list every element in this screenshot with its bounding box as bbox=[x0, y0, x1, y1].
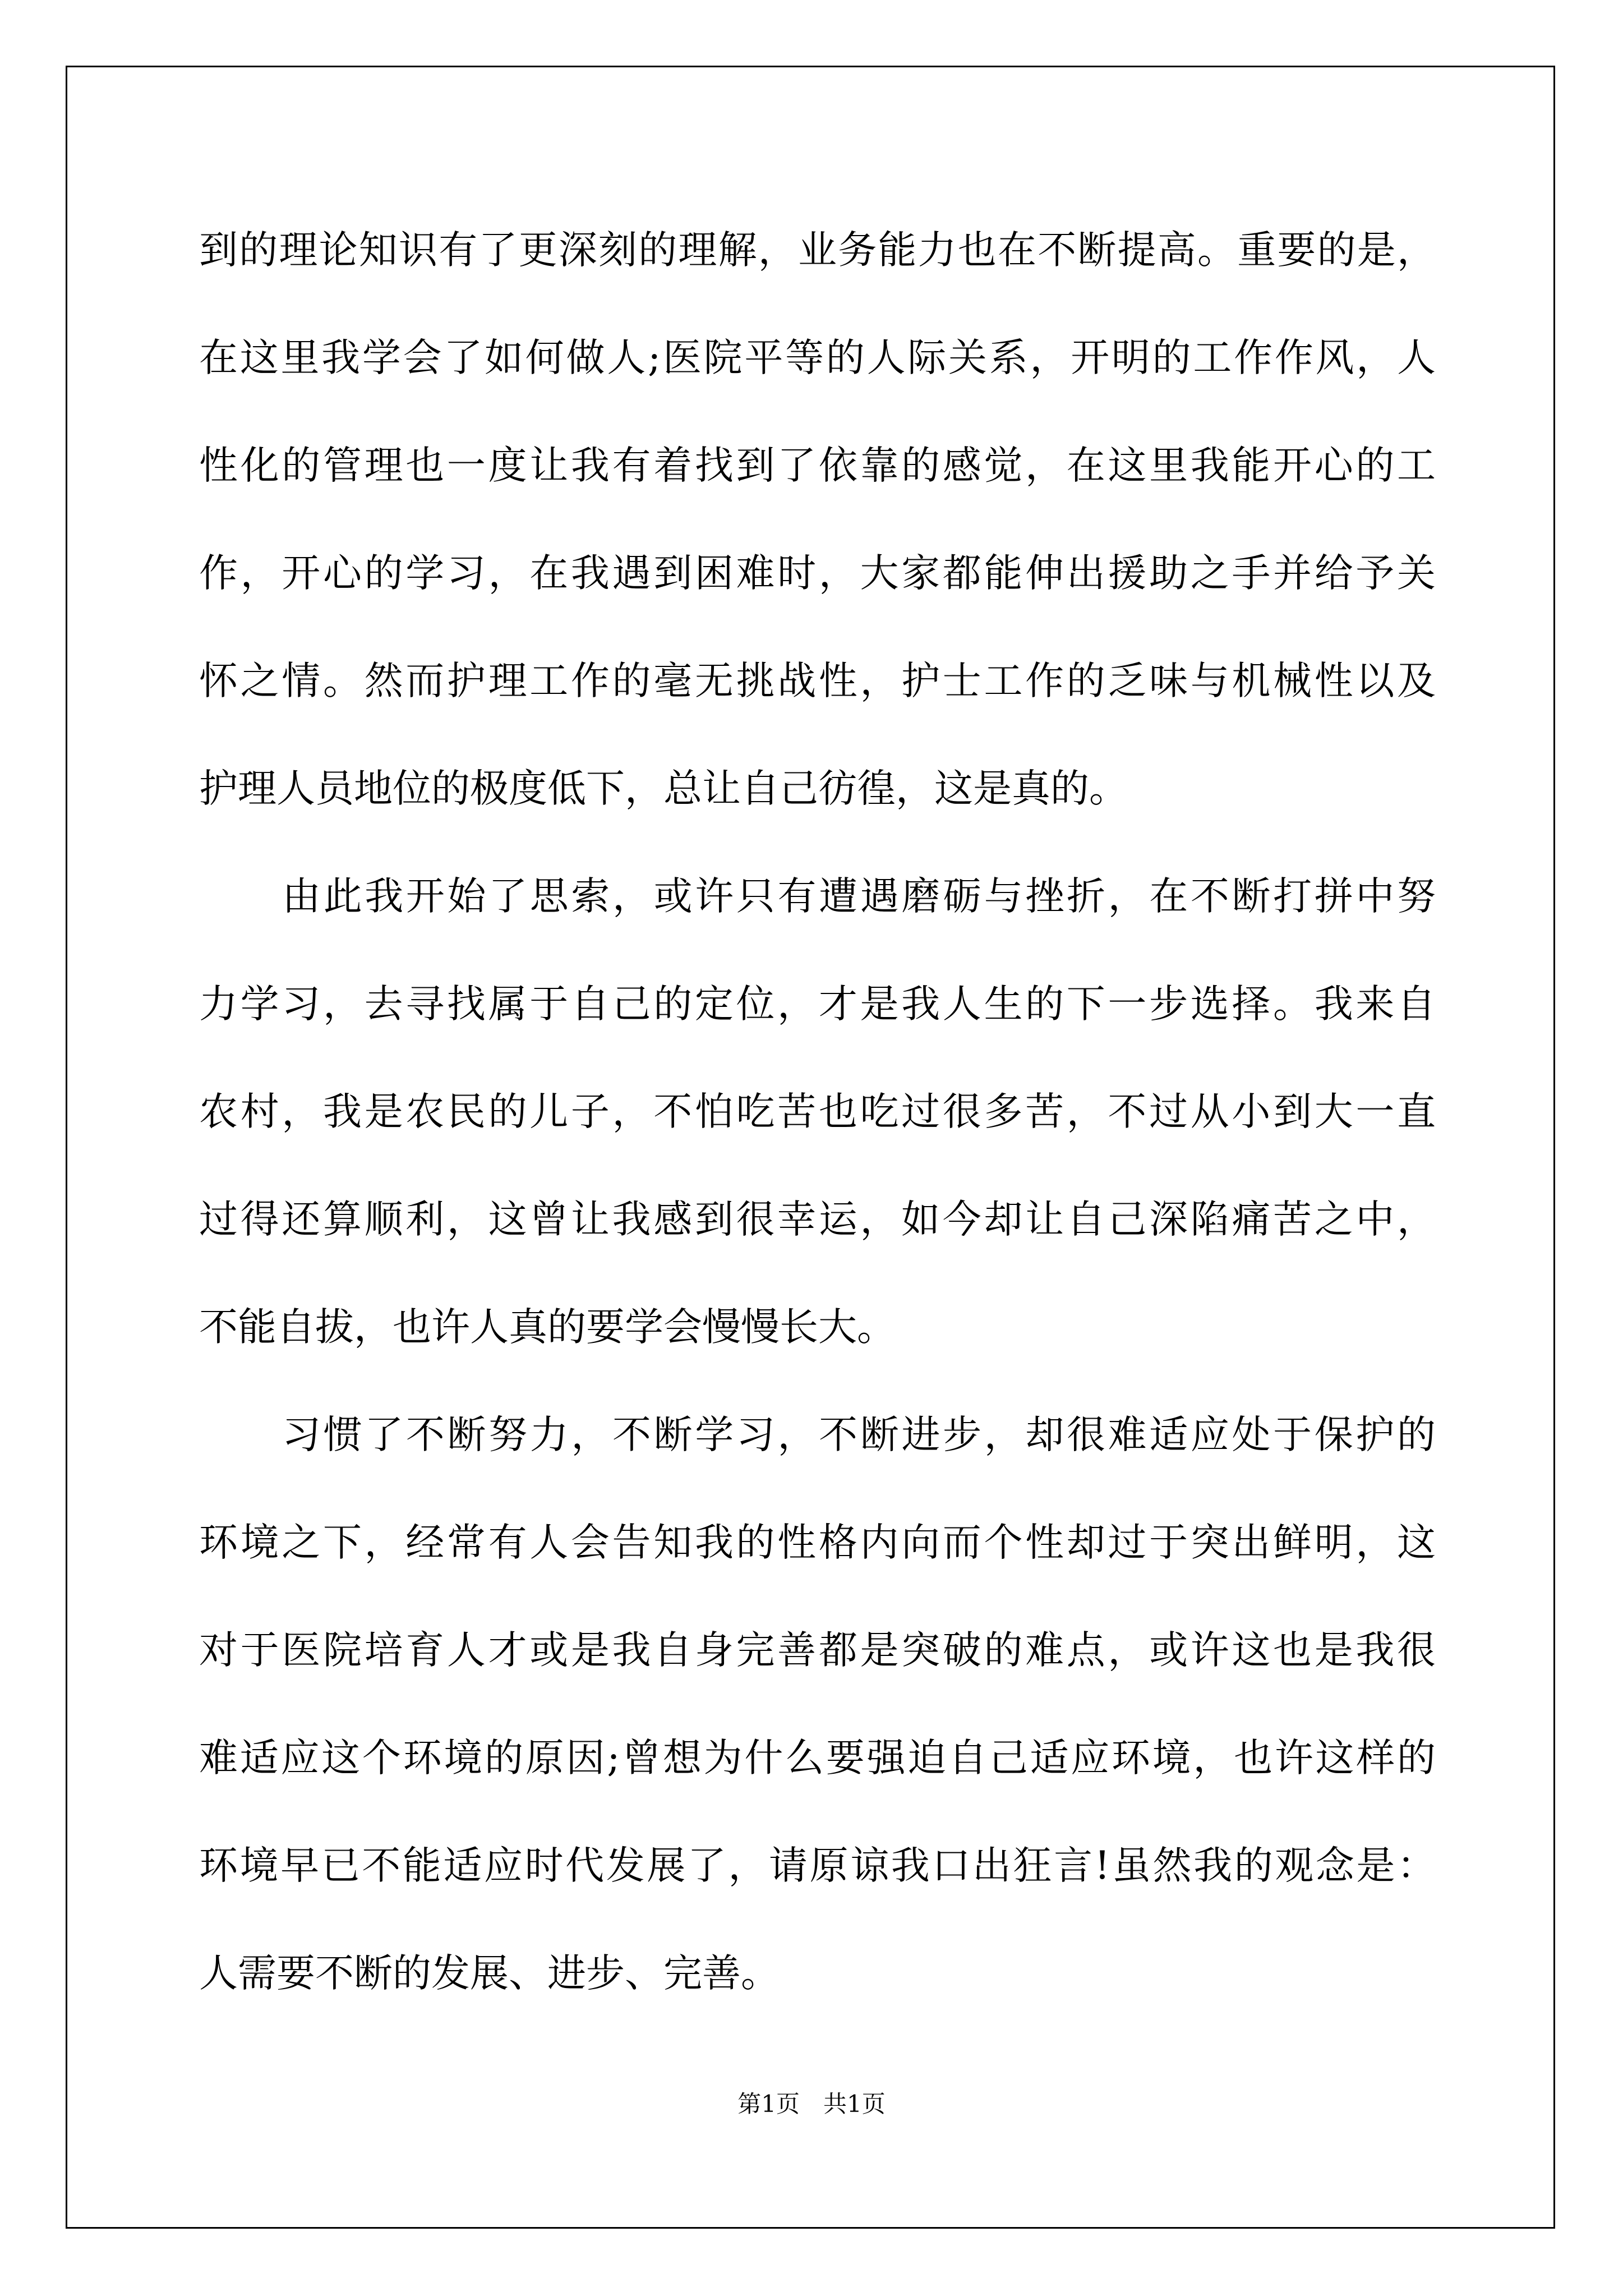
text-line: 农村，我是农民的儿子，不怕吃苦也吃过很多苦，不过从小到大一直 bbox=[199, 1089, 1436, 1134]
text-line: 对于医院培育人才或是我自身完善都是突破的难点，或许这也是我很 bbox=[199, 1628, 1436, 1673]
text-line: 力学习，去寻找属于自己的定位，才是我人生的下一步选择。我来自 bbox=[199, 982, 1436, 1027]
text-line: 习惯了不断努力，不断学习，不断进步，却很难适应处于保护的 bbox=[282, 1412, 1436, 1457]
text-line: 到的理论知识有了更深刻的理解，业务能力也在不断提高。重要的是， bbox=[199, 228, 1436, 273]
text-line: 人需要不断的发展、进步、完善。 bbox=[199, 1951, 780, 1996]
text-line: 怀之情。然而护理工作的毫无挑战性，护士工作的乏味与机械性以及 bbox=[199, 659, 1436, 703]
text-line: 过得还算顺利，这曾让我感到很幸运，如今却让自己深陷痛苦之中， bbox=[199, 1197, 1436, 1242]
text-line: 在这里我学会了如何做人;医院平等的人际关系，开明的工作作风，人 bbox=[199, 335, 1436, 380]
page-number-footer: 第1页 共1页 bbox=[737, 2090, 886, 2118]
text-line: 不能自拔，也许人真的要学会慢慢长大。 bbox=[199, 1305, 896, 1350]
text-line: 作，开心的学习，在我遇到困难时，大家都能伸出援助之手并给予关 bbox=[199, 551, 1436, 596]
text-line: 性化的管理也一度让我有着找到了依靠的感觉，在这里我能开心的工 bbox=[199, 443, 1436, 488]
text-line: 护理人员地位的极度低下，总让自己彷徨，这是真的。 bbox=[199, 766, 1128, 811]
text-line: 环境早已不能适应时代发展了，请原谅我口出狂言!虽然我的观念是： bbox=[199, 1843, 1436, 1888]
text-line: 由此我开始了思索，或许只有遭遇磨砺与挫折，在不断打拼中努 bbox=[282, 874, 1436, 919]
text-line: 环境之下，经常有人会告知我的性格内向而个性却过于突出鲜明，这 bbox=[199, 1520, 1436, 1565]
document-body bbox=[199, 196, 1436, 2027]
text-line: 难适应这个环境的原因;曾想为什么要强迫自己适应环境，也许这样的 bbox=[199, 1736, 1436, 1780]
